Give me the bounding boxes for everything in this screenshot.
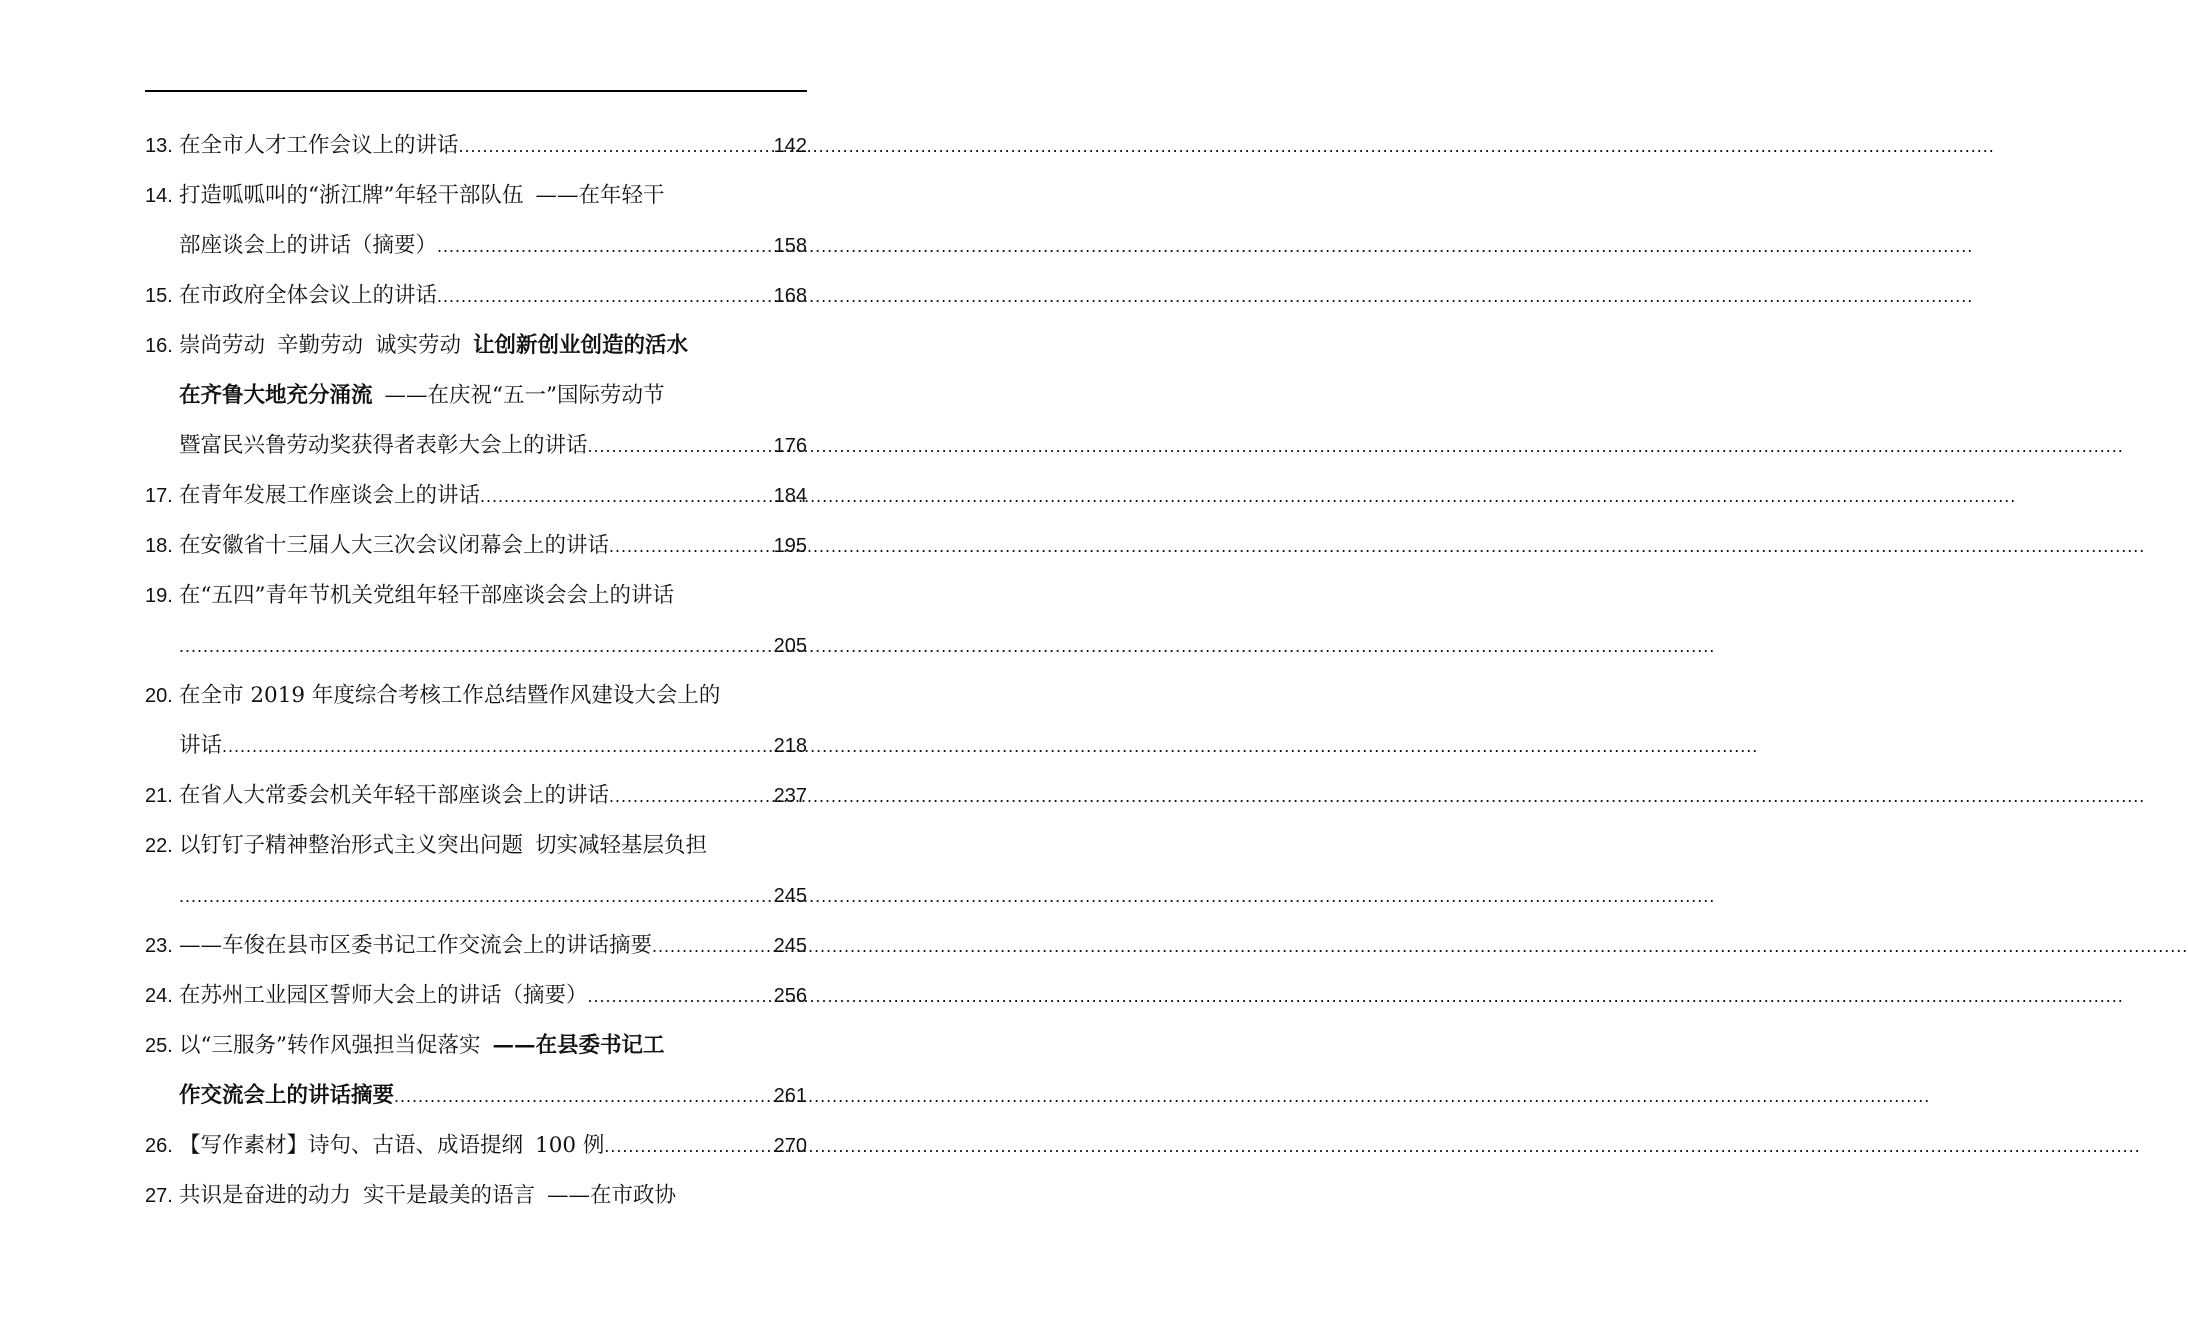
toc-page-number: 176	[773, 435, 807, 457]
toc-entry-number: 27.	[145, 1185, 173, 1207]
toc-entry-title	[179, 921, 652, 971]
toc-page-number: 245	[773, 935, 807, 957]
toc-entry-title	[179, 521, 609, 571]
toc-title-segment: 【写作素材】诗句、古语、成语提纲	[179, 1133, 524, 1158]
toc-entry-line[interactable]	[145, 571, 807, 621]
dot-leader	[652, 921, 774, 971]
toc-entry-line[interactable]	[145, 121, 807, 171]
dot-leader	[437, 221, 774, 271]
toc-entry-line[interactable]	[145, 771, 807, 821]
toc-page-number: 168	[773, 285, 807, 307]
toc-page-number: 245	[773, 885, 807, 907]
toc-entry-title	[179, 1021, 665, 1071]
dot-leader	[394, 1071, 774, 1121]
toc-entry-line[interactable]	[145, 221, 807, 271]
toc-title-segment: 以“三服务”转作风强担当促落实	[179, 1033, 481, 1058]
dot-leader	[480, 471, 774, 521]
toc-page-number: 237	[773, 785, 807, 807]
toc-entry-line[interactable]	[145, 1071, 807, 1121]
toc-entry-line[interactable]	[145, 721, 807, 771]
toc-entry-title	[179, 171, 665, 221]
toc-entry-line[interactable]	[145, 171, 807, 221]
toc-entry-number: 14.	[145, 185, 173, 207]
toc-entry-title	[179, 971, 588, 1021]
toc-entry-title	[179, 671, 720, 721]
toc-entry-title	[179, 271, 437, 321]
dot-leader	[588, 971, 774, 1021]
toc-title-segment: 辛勤劳动	[277, 333, 364, 358]
toc-entry-line[interactable]	[145, 1121, 807, 1171]
toc-title-segment: ——在市政协	[547, 1183, 677, 1208]
toc-title-segment: 在市政府全体会议上的讲话	[179, 283, 438, 308]
toc-entry-number: 15.	[145, 285, 173, 307]
toc-title-segment: ——车俊在县市区委书记工作交流会上的讲话摘要	[179, 933, 653, 958]
dot-leader	[609, 521, 774, 571]
toc-entry-line[interactable]	[145, 1021, 807, 1071]
toc-page-number: 184	[773, 485, 807, 507]
toc-page-number: 195	[773, 535, 807, 557]
toc-entry-line[interactable]	[145, 371, 807, 421]
toc-title-segment: 在齐鲁大地充分涌流	[179, 383, 373, 408]
toc-entry-line[interactable]	[145, 621, 807, 671]
toc-title-segment: 打造呱呱叫的“浙江牌”年轻干部队伍	[179, 183, 524, 208]
toc-title-segment: 在省人大常委会机关年轻干部座谈会上的讲话	[179, 783, 610, 808]
toc-entry-line[interactable]	[145, 671, 807, 721]
toc-entry-number: 19.	[145, 585, 173, 607]
dot-leader	[459, 121, 774, 171]
toc-page-number: 256	[773, 985, 807, 1007]
toc-entry-line[interactable]	[145, 921, 807, 971]
toc-entry-number: 21.	[145, 785, 173, 807]
toc-entry-line[interactable]	[145, 821, 807, 871]
toc-entry-number: 23.	[145, 935, 173, 957]
toc-page-number: 270	[773, 1135, 807, 1157]
dot-leader	[179, 871, 774, 921]
toc-entry-number: 26.	[145, 1135, 173, 1157]
toc-entry-number: 22.	[145, 835, 173, 857]
toc-title-segment: 在“五四”青年节机关党组年轻干部座谈会会上的讲话	[179, 583, 674, 608]
toc-entry-number: 17.	[145, 485, 173, 507]
toc-entry-title	[179, 1171, 676, 1221]
toc-page-number: 218	[773, 735, 807, 757]
toc-title-segment: 诚实劳动	[375, 333, 462, 358]
toc-title-segment: 暨富民兴鲁劳动奖获得者表彰大会上的讲话	[179, 433, 588, 458]
toc-title-segment: 实干是最美的语言	[363, 1183, 536, 1208]
toc-entry-title	[179, 221, 437, 271]
toc-entry-line[interactable]	[145, 421, 807, 471]
toc-entry-title	[179, 571, 674, 621]
toc-title-segment: 崇尚劳动	[179, 333, 266, 358]
toc-title-segment: 切实减轻基层负担	[535, 833, 708, 858]
toc-entry-title	[179, 771, 609, 821]
toc-entry-title	[179, 1071, 394, 1121]
toc-entry-line[interactable]	[145, 321, 807, 371]
toc-page-number: 142	[773, 135, 807, 157]
toc-title-segment: ——在庆祝“五一”国际劳动节	[384, 383, 665, 408]
toc-entry-title	[179, 471, 480, 521]
toc-title-segment: 讲话	[179, 733, 223, 758]
toc-entry-title	[179, 321, 688, 371]
toc-entry-line[interactable]	[145, 1171, 807, 1221]
toc-entry-line[interactable]	[145, 271, 807, 321]
dot-leader	[609, 771, 774, 821]
toc-entry-number: 25.	[145, 1035, 173, 1057]
toc-entry-line[interactable]	[145, 971, 807, 1021]
toc-entry-title	[179, 371, 665, 421]
toc-page-number: 158	[773, 235, 807, 257]
toc-page-number: 205	[773, 635, 807, 657]
dot-leader	[588, 421, 774, 471]
toc-title-segment: 在安徽省十三届人大三次会议闭幕会上的讲话	[179, 533, 610, 558]
toc-entry-number: 16.	[145, 335, 173, 357]
toc-title-segment: 部座谈会上的讲话（摘要）	[179, 233, 438, 258]
dot-leader	[604, 1121, 773, 1171]
toc-entry-title	[179, 821, 707, 871]
toc-title-segment: 共识是奋进的动力	[179, 1183, 352, 1208]
toc-entry-title	[179, 421, 588, 471]
table-of-contents	[145, 121, 807, 1221]
toc-entry-title	[179, 721, 222, 771]
toc-title-segment: 作交流会上的讲话摘要	[179, 1083, 395, 1108]
header-rule	[145, 90, 807, 92]
toc-entry-line[interactable]	[145, 871, 807, 921]
toc-entry-title	[179, 121, 459, 171]
toc-title-segment: 以钉钉子精神整治形式主义突出问题	[179, 833, 524, 858]
dot-leader	[437, 271, 774, 321]
toc-entry-line[interactable]	[145, 521, 807, 571]
toc-title-segment: 100 例	[535, 1133, 605, 1158]
toc-title-segment: 在苏州工业园区誓师大会上的讲话（摘要）	[179, 983, 588, 1008]
toc-entry-title	[179, 1121, 604, 1171]
toc-title-segment: ——在年轻干	[535, 183, 665, 208]
toc-entry-number: 24.	[145, 985, 173, 1007]
toc-title-segment: 在青年发展工作座谈会上的讲话	[179, 483, 481, 508]
toc-entry-number: 20.	[145, 685, 173, 707]
toc-entry-number: 13.	[145, 135, 173, 157]
toc-entry-number: 18.	[145, 535, 173, 557]
toc-title-segment: 让创新创业创造的活水	[473, 333, 689, 358]
toc-entry-line[interactable]	[145, 471, 807, 521]
dot-leader	[179, 621, 774, 671]
toc-title-segment: 在全市人才工作会议上的讲话	[179, 133, 459, 158]
toc-title-segment: 在全市 2019 年度综合考核工作总结暨作风建设大会上的	[179, 683, 721, 708]
toc-page-number: 261	[773, 1085, 807, 1107]
dot-leader	[222, 721, 774, 771]
toc-title-segment: ——在县委书记工	[492, 1033, 665, 1058]
